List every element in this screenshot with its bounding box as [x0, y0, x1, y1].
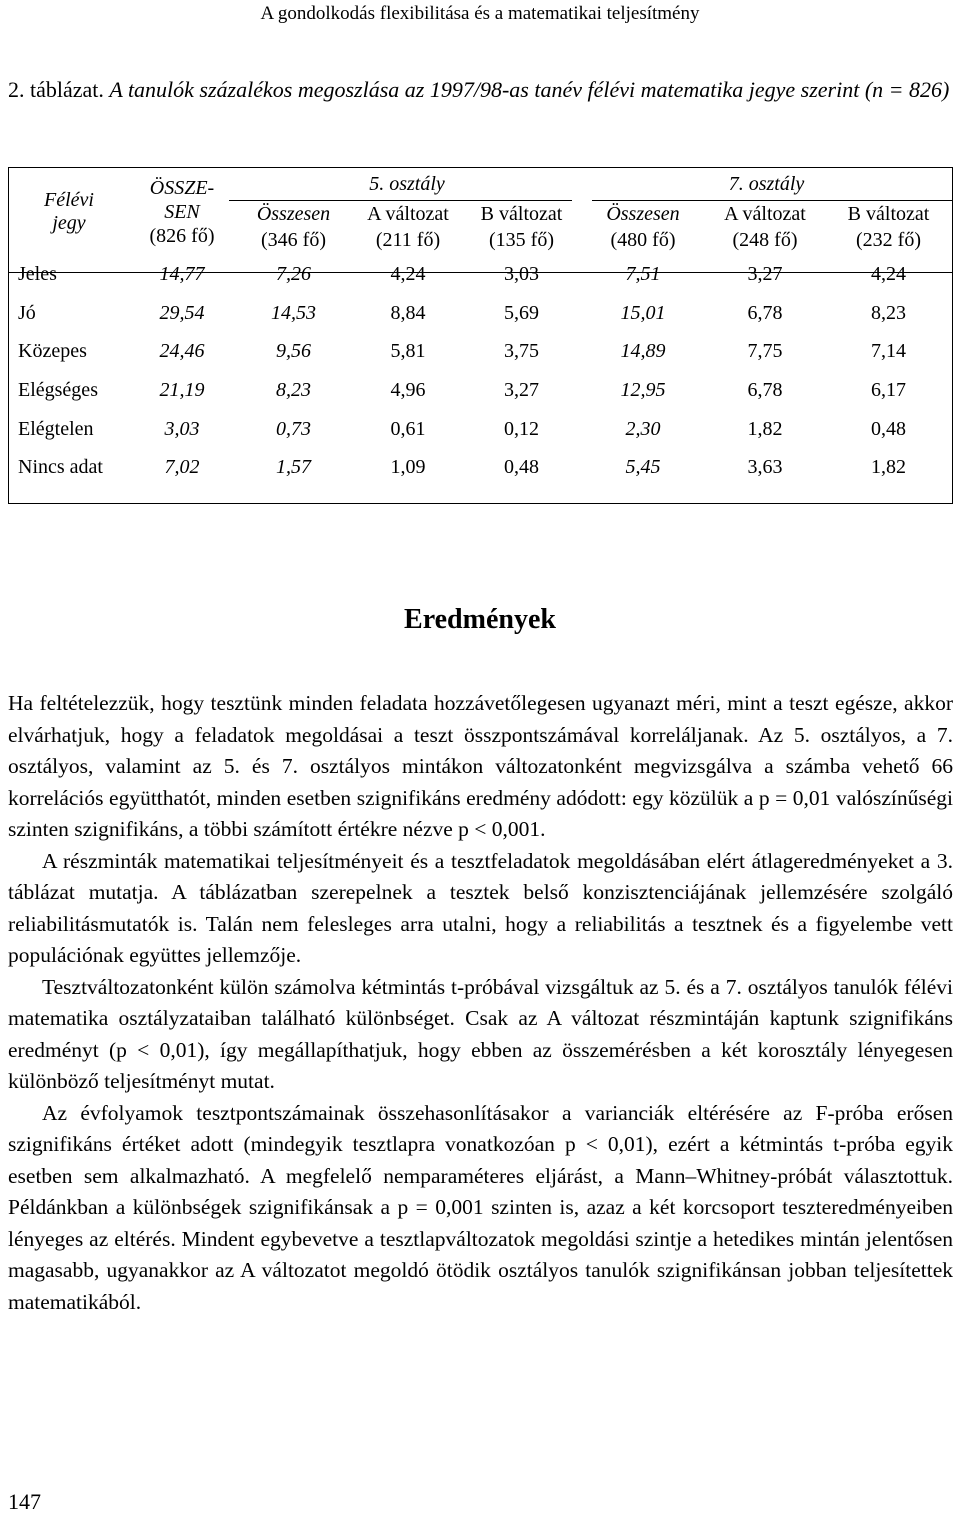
table-row [8, 371, 953, 410]
subheader-g7-a-count: (248 fő) [732, 229, 798, 251]
grades-table [8, 169, 953, 487]
table-cell: 5,81 [390, 340, 426, 363]
table-cell: 3,03 [164, 417, 200, 440]
table-cell: 5,45 [625, 456, 661, 479]
table-cell: 8,23 [276, 378, 311, 401]
table-cell: 6,17 [871, 378, 906, 401]
table-cell: 3,63 [747, 456, 783, 479]
table-cell: 4,96 [390, 378, 426, 401]
table-cell: 7,51 [625, 262, 661, 285]
group-header-5: 5. osztály [369, 172, 445, 195]
table-cell: 4,24 [390, 262, 426, 285]
table-body [8, 255, 953, 487]
body-text [8, 688, 953, 1318]
table-cell: 3,27 [747, 262, 783, 285]
table-cell: 3,75 [504, 340, 539, 363]
table-cell: 8,23 [871, 301, 906, 324]
paragraph-1: Ha feltételezzük, hogy tesztünk minden feladata hozzávetőlegesen ugyanazt méri, mint a teszt egésze, akkor elvárhatjuk, hogy a feladatok megoldásai a teszt összpontszámával korreláljanak. Az 5. osztályos, a 7. osztályos, valamint az 5. és 7. osztályos mintákon változatonként megvizsgálva a számba vehető 66 korrelációs együtthatót, minden esetben szignifikáns eredmény adódott: egy közülük a p = 0,01 valószínűségi szinten szignifikáns, a többi számított értékre nézve p < 0,001. [8, 691, 953, 841]
table-cell: 7,75 [747, 340, 783, 363]
col-header-grade-line1: Félévi [44, 189, 94, 211]
subheader-g7-total [580, 199, 706, 255]
table-cell: 4,24 [871, 262, 906, 285]
table-cell: 1,82 [871, 456, 906, 479]
row-label: Elégtelen [18, 417, 94, 440]
subheader-g7-total-name: Összesen [606, 203, 680, 225]
row-label: Nincs adat [18, 456, 103, 479]
subheader-g5-total-count: (346 fő) [261, 229, 326, 251]
subheader-g5-a [353, 199, 463, 255]
subheader-g7-b-name: B változat [847, 203, 930, 225]
row-label: Közepes [18, 340, 87, 363]
table-cell: 12,95 [620, 378, 666, 401]
table-caption [8, 74, 953, 105]
table-row [8, 448, 953, 487]
subheader-g5-total [234, 199, 353, 255]
subheader-g5-b-count: (135 fő) [489, 229, 554, 251]
subheader-g7-a [706, 199, 824, 255]
table-cell: 3,03 [504, 262, 539, 285]
table-cell: 29,54 [159, 301, 205, 324]
table-cell: 0,73 [276, 417, 311, 440]
table-cell: 0,48 [504, 456, 539, 479]
table-cell: 24,46 [159, 340, 205, 363]
table-cell: 0,48 [871, 417, 906, 440]
table-cell: 1,57 [276, 456, 311, 479]
table-cell: 21,19 [159, 378, 205, 401]
table-cell: 1,09 [390, 456, 426, 479]
table-cell: 7,14 [871, 340, 906, 363]
row-label: Jeles [18, 262, 57, 285]
subheader-g5-b [463, 199, 580, 255]
caption-label: 2. táblázat. [8, 77, 104, 102]
row-label: Elégséges [18, 378, 98, 401]
caption-text: A tanulók százalékos megoszlása az 1997/98-as tanév félévi matematika jegye szerint (n = 826) [109, 77, 950, 102]
page-number: 147 [8, 1489, 41, 1514]
paragraph-4: Az évfolyamok tesztpontszámainak összehasonlításakor a varianciák eltérésére az F-próba erősen szignifikáns értéket adott (mindegyik tesztlapra vonatkozóan p < 0,01), ezért a kétmintás t-próba egyik esetben sem alkalmazható. A megfelelő nemparaméteres eljárást, a Mann–Whitney-próbát választottuk. Példánkban a különbségek szignifikánsak a p = 0,001 szinten is, azaz a két korcsoport teszteredményeiben lényeges az eltérés. Mindent egybevetve a tesztlapváltozatok megoldási szintje a hetedikes mintán jelentősen magasabb, ugyanakkor az A változatot megoldó ötödik osztályos tanulók szignifikánsan jobban teljesítettek matematikából. [8, 1100, 953, 1314]
row-label: Jó [18, 301, 36, 324]
table-cell: 14,77 [159, 262, 205, 285]
table-cell: 5,69 [504, 301, 539, 324]
col-header-total-line2: SEN [164, 201, 200, 223]
subheader-g7-total-count: (480 fő) [610, 229, 676, 251]
subheader-g5-total-name: Összesen [256, 203, 331, 225]
table-row [8, 410, 953, 449]
subheader-g5-b-name: B változat [480, 203, 563, 225]
table-cell: 7,26 [276, 262, 311, 285]
subheader-g7-b [824, 199, 953, 255]
subheader-g7-a-name: A változat [724, 203, 806, 225]
table-cell: 0,61 [390, 417, 426, 440]
section-title: Eredmények [404, 604, 556, 635]
table-cell: 0,12 [504, 417, 539, 440]
table-cell: 7,02 [164, 456, 200, 479]
table-cell: 14,53 [271, 301, 316, 324]
col-header-grade [8, 169, 130, 255]
paragraph-2: A részminták matematikai teljesítményeit és a tesztfeladatok megoldásában elért átlageredményeket a 3. táblázat mutatja. A táblázatban szerepelnek a tesztek belső konzisztenciájának jellemzésére szolgáló reliabilitásmutatók is. Talán nem felesleges arra utalni, hogy a reliabilitás a tesztnek és a figyelembe vett populációnak együttes jellemzője. [8, 848, 953, 967]
paragraph-3: Tesztváltozatonként külön számolva kétmintás t-próbával vizsgáltuk az 5. és a 7. osztályos tanulók félévi matematika osztályzataiban található különbséget. Csak az A változat részmintáján kaptunk szignifikáns eredményt (p < 0,01), így megállapíthatjuk, hogy ebben az összemérésben a két korosztály lényegesen különböző teljesítményt mutat. [8, 974, 953, 1093]
table-cell: 3,27 [504, 378, 539, 401]
table-cell: 14,89 [620, 340, 666, 363]
group-header-7: 7. osztály [728, 172, 805, 195]
table-cell: 6,78 [747, 301, 783, 324]
table-cell: 2,30 [625, 417, 661, 440]
table-cell: 9,56 [276, 340, 311, 363]
subheader-g5-a-count: (211 fő) [375, 229, 441, 251]
col-header-total-line1: ÖSSZE- [149, 177, 215, 199]
col-header-grade-line2: jegy [52, 212, 86, 234]
table-row [8, 332, 953, 371]
running-header: A gondolkodás flexibilitása és a matematikai teljesítmény [260, 3, 700, 24]
col-header-total-line3: (826 fő) [149, 225, 215, 247]
table-cell: 8,84 [390, 301, 426, 324]
subheader-g7-b-count: (232 fő) [856, 229, 921, 251]
subheader-g5-a-name: A változat [367, 203, 449, 225]
table-cell: 1,82 [747, 417, 783, 440]
table-row [8, 255, 953, 294]
col-header-total [130, 169, 234, 255]
table-cell: 15,01 [620, 301, 666, 324]
table-row [8, 294, 953, 333]
table-cell: 6,78 [747, 378, 783, 401]
